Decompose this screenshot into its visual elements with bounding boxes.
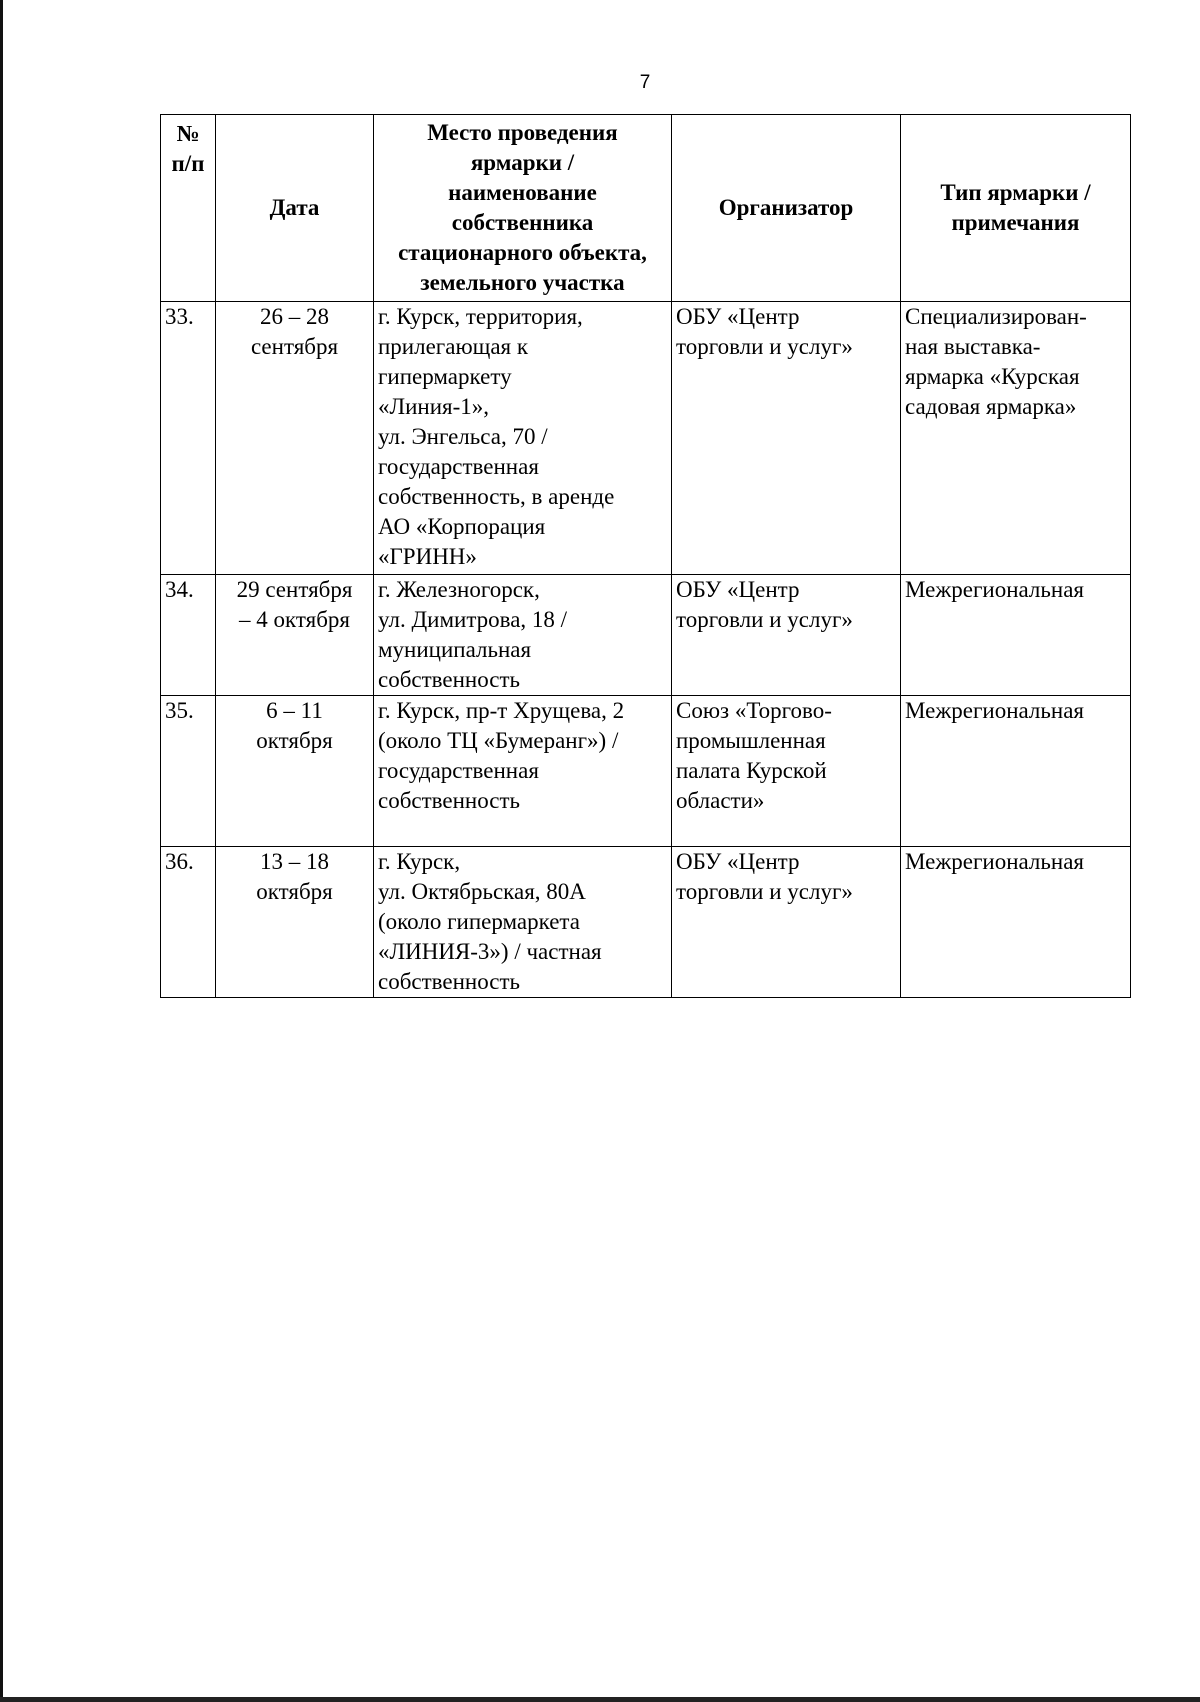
page-number: 7 [639, 72, 651, 93]
table-row [161, 575, 1131, 696]
row-num: 34. [161, 575, 216, 696]
header-num: № п/п [161, 115, 216, 302]
scan-edge-left [0, 0, 3, 1702]
table-row [161, 302, 1131, 575]
table-row [161, 696, 1131, 847]
row-type: Межрегиональная [901, 696, 1131, 847]
row-num: 36. [161, 847, 216, 998]
row-place: г. Курск, пр-т Хрущева, 2 (около ТЦ «Бумеранг») / государственная собственность [374, 696, 672, 847]
row-date: 26 – 28 сентября [216, 302, 374, 575]
table-row [161, 847, 1131, 998]
row-place: г. Железногорск, ул. Димитрова, 18 / муниципальная собственность [374, 575, 672, 696]
table-header-row [161, 115, 1131, 302]
scan-edge-bottom [0, 1697, 1200, 1702]
row-place: г. Курск, ул. Октябрьская, 80А (около гипермаркета «ЛИНИЯ-3») / частная собственность [374, 847, 672, 998]
row-type: Межрегиональная [901, 847, 1131, 998]
header-type: Тип ярмарки / примечания [901, 115, 1131, 302]
row-type: Специализирован- ная выставка- ярмарка «Курская садовая ярмарка» [901, 302, 1131, 575]
fairs-table [160, 114, 1131, 998]
row-date: 13 – 18 октября [216, 847, 374, 998]
row-type: Межрегиональная [901, 575, 1131, 696]
row-organizer: Союз «Торгово- промышленная палата Курской области» [672, 696, 901, 847]
row-num: 33. [161, 302, 216, 575]
row-place: г. Курск, территория, прилегающая к гипермаркету «Линия-1», ул. Энгельса, 70 / государственная собственность, в аренде АО «Корпорация «ГРИНН» [374, 302, 672, 575]
row-date: 29 сентября – 4 октября [216, 575, 374, 696]
row-date: 6 – 11 октября [216, 696, 374, 847]
header-date: Дата [216, 115, 374, 302]
row-num: 35. [161, 696, 216, 847]
row-organizer: ОБУ «Центр торговли и услуг» [672, 575, 901, 696]
row-organizer: ОБУ «Центр торговли и услуг» [672, 847, 901, 998]
header-place: Место проведения ярмарки / наименование собственника стационарного объекта, земельного участка [374, 115, 672, 302]
row-organizer: ОБУ «Центр торговли и услуг» [672, 302, 901, 575]
header-organizer: Организатор [672, 115, 901, 302]
